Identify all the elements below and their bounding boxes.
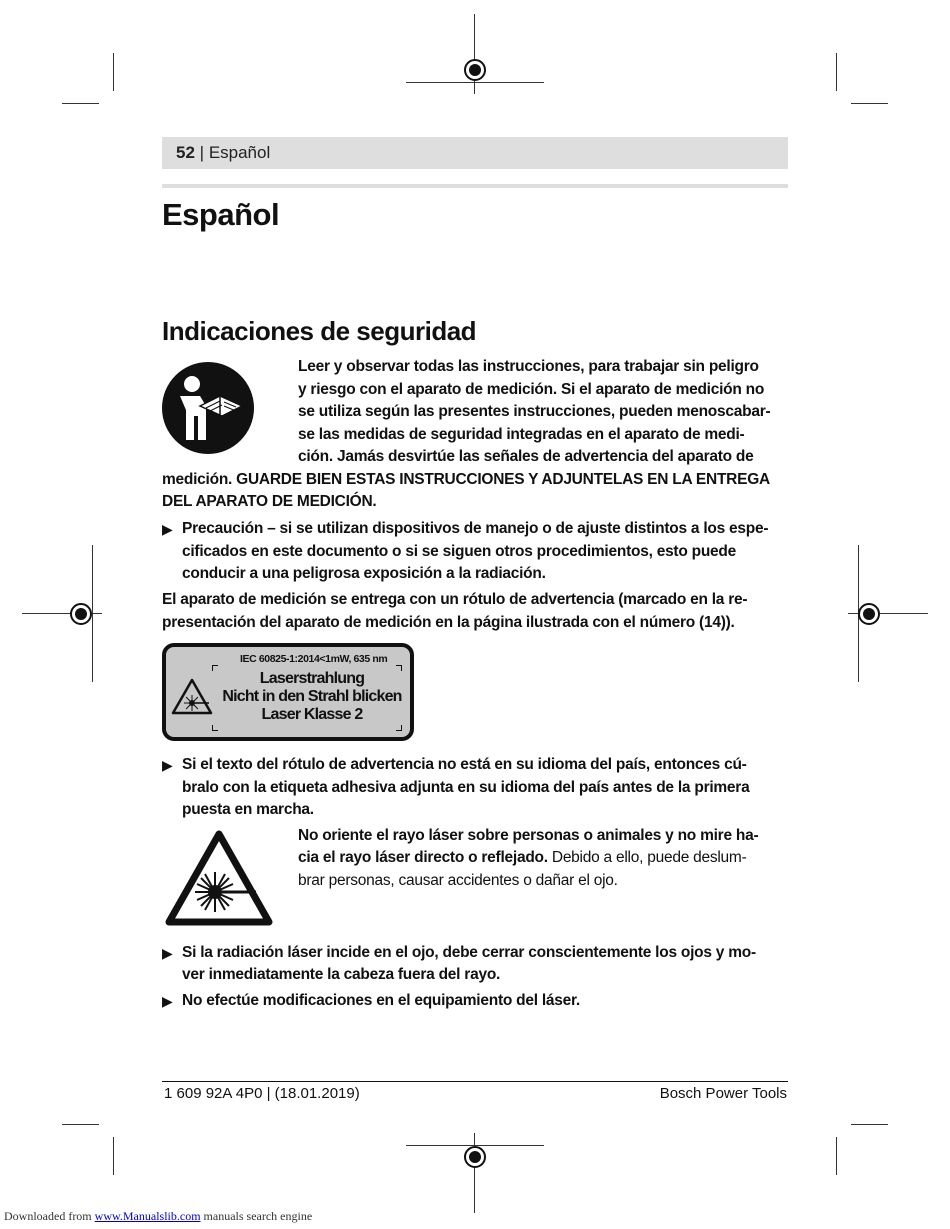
- crop-mark: [836, 53, 837, 91]
- download-prefix: Downloaded from: [4, 1209, 95, 1223]
- laser-warning-icon: [165, 830, 273, 928]
- registration-mark: [464, 59, 486, 81]
- laser-warning-line: No oriente el rayo láser sobre personas o animales y no mire ha-: [298, 827, 759, 844]
- label-line: Nicht in den Strahl blicken: [222, 688, 402, 705]
- registration-line: [406, 82, 544, 83]
- laser-warning-label: [162, 643, 414, 741]
- label-paragraph-line: presentación del aparato de medición en la página ilustrada con el número (14)).: [162, 614, 735, 631]
- bullet-arrow-icon: ▶: [162, 757, 173, 773]
- label-corner: [212, 665, 218, 671]
- header-rule: [162, 184, 788, 188]
- bullet-line: Precaución – si se utilizan dispositivos de manejo o de ajuste distintos a los espe-: [182, 520, 769, 537]
- laser-warning-line: [298, 847, 747, 870]
- bullet-line: conducir a una peligrosa exposición a la radiación.: [182, 565, 546, 582]
- laser-warning-line: brar personas, causar accidentes o dañar el ojo.: [298, 872, 618, 889]
- registration-mark: [70, 603, 92, 625]
- intro-line: y riesgo con el aparato de medición. Si el aparato de medición no: [298, 381, 765, 398]
- crop-mark: [113, 1137, 114, 1175]
- registration-mark: [858, 603, 880, 625]
- footer-rule: [162, 1081, 788, 1082]
- crop-mark: [62, 1124, 99, 1125]
- label-spec: IEC 60825-1:2014<1mW, 635 nm: [240, 653, 388, 665]
- bullet-arrow-icon: ▶: [162, 521, 173, 537]
- label-corner: [212, 725, 218, 731]
- bullet-line: cificados en este documento o si se siguen otros procedimientos, esto puede: [182, 543, 737, 560]
- bullet-line: Si la radiación láser incide en el ojo, debe cerrar conscientemente los ojos y mo-: [182, 944, 756, 961]
- bullet-arrow-icon: ▶: [162, 945, 173, 961]
- label-corner: [396, 665, 402, 671]
- manualslib-link[interactable]: www.Manualslib.com: [94, 1209, 201, 1223]
- label-line: Laserstrahlung: [259, 670, 365, 687]
- page-number: 52: [176, 143, 195, 162]
- intro-line: medición. GUARDE BIEN ESTAS INSTRUCCIONES Y ADJUNTELAS EN LA ENTREGA: [162, 471, 770, 488]
- intro-line: se utiliza según las presentes instrucciones, pueden menoscabar-: [298, 403, 771, 420]
- laser-warning-bold: cia el rayo láser directo o reflejado.: [298, 849, 548, 866]
- bullet-line: bralo con la etiqueta adhesiva adjunta en su idioma del país antes de la primera: [182, 779, 750, 796]
- crop-mark: [113, 53, 114, 91]
- header-section: Español: [208, 143, 271, 162]
- label-corner: [396, 725, 402, 731]
- label-line: Laser Klasse 2: [261, 706, 363, 723]
- intro-line: se las medidas de seguridad integradas en el aparato de medi-: [298, 426, 745, 443]
- registration-mark: [464, 1146, 486, 1168]
- bullet-line: ver inmediatamente la cabeza fuera del rayo.: [182, 966, 501, 983]
- publisher: Bosch Power Tools: [659, 1085, 787, 1102]
- label-paragraph-line: El aparato de medición se entrega con un rótulo de advertencia (marcado en la re-: [162, 591, 748, 608]
- crop-mark: [851, 1124, 888, 1125]
- intro-line: Leer y observar todas las instrucciones, para trabajar sin peligro: [298, 358, 759, 375]
- page-header-bar: [162, 137, 788, 169]
- bullet-line: No efectúe modificaciones en el equipamiento del láser.: [182, 992, 580, 1009]
- document-code: 1 609 92A 4P0 | (18.01.2019): [164, 1085, 360, 1102]
- crop-mark: [62, 103, 99, 104]
- section-title: Indicaciones de seguridad: [162, 316, 477, 346]
- crop-mark: [851, 103, 888, 104]
- header-separator: |: [199, 143, 205, 162]
- crop-mark: [836, 1137, 837, 1175]
- download-suffix: manuals search engine: [200, 1209, 313, 1223]
- laser-warning-normal: Debido a ello, puede deslum-: [547, 849, 747, 866]
- bullet-line: Si el texto del rótulo de advertencia no está en su idioma del país, entonces cú-: [182, 756, 747, 773]
- download-notice: [4, 1209, 312, 1224]
- intro-line: DEL APARATO DE MEDICIÓN.: [162, 493, 377, 510]
- read-manual-icon: [162, 362, 254, 454]
- page-title: Español: [162, 197, 280, 232]
- bullet-line: puesta en marcha.: [182, 801, 314, 818]
- bullet-arrow-icon: ▶: [162, 993, 173, 1009]
- intro-line: ción. Jamás desvirtúe las señales de advertencia del aparato de: [298, 448, 754, 465]
- page-header: [176, 143, 270, 163]
